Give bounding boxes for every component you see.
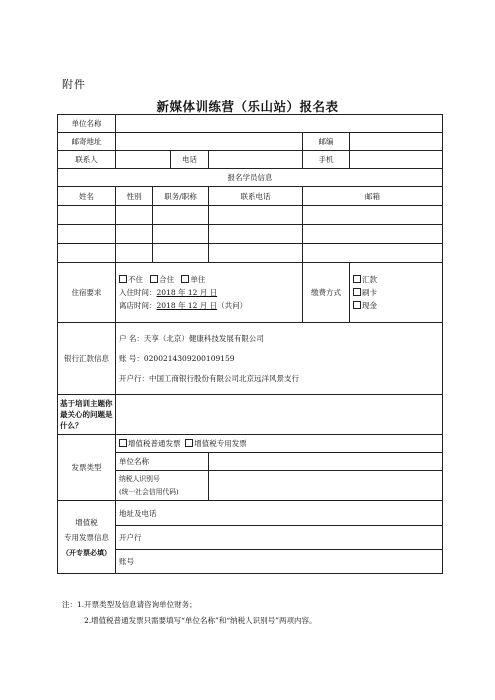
payment-option-card[interactable]: 刷卡: [353, 286, 439, 299]
payment-option-cash[interactable]: 现金: [353, 299, 439, 312]
student-position-cell[interactable]: [153, 244, 209, 263]
address-field[interactable]: [116, 133, 303, 151]
contact-label: 联系人: [58, 151, 116, 169]
checkbox-icon: [181, 275, 189, 283]
invoice-option-special[interactable]: 增值税专用发票: [185, 439, 247, 448]
vat-account[interactable]: 账号: [116, 550, 443, 574]
lodging-option-shared[interactable]: 合住: [150, 275, 174, 284]
bank-info-cell: [116, 323, 443, 395]
form-title: 新媒体训练营（乐山站）报名表: [156, 99, 339, 114]
payment-option-transfer[interactable]: 汇款: [353, 273, 439, 286]
checkbox-icon: [150, 275, 158, 283]
header-phone: 联系电话: [209, 187, 303, 206]
payment-label: 缴费方式: [303, 263, 350, 323]
postcode-label: 邮编: [303, 133, 350, 151]
mobile-field[interactable]: [350, 151, 443, 169]
student-row: [58, 206, 443, 225]
student-phone-cell[interactable]: [209, 225, 303, 244]
student-phone-cell[interactable]: [209, 244, 303, 263]
student-email-cell[interactable]: [303, 206, 443, 225]
checkout-time[interactable]: 离店时间：2018 年 12 月 日（共问）: [119, 301, 248, 310]
bank-account-number: 账 号：0200214309200109159: [119, 353, 235, 363]
taxpayer-id-label: 纳税人识别号 (统一社会信用代码): [116, 471, 209, 501]
student-name-cell[interactable]: [58, 225, 116, 244]
student-row: [58, 225, 443, 244]
student-gender-cell[interactable]: [116, 225, 153, 244]
student-gender-cell[interactable]: [116, 206, 153, 225]
student-name-cell[interactable]: [58, 244, 116, 263]
topic-question-label: 基于培训主题你最关心的问题是什么？: [58, 395, 116, 435]
student-row: [58, 244, 443, 263]
checkbox-icon: [353, 275, 361, 283]
student-name-cell[interactable]: [58, 206, 116, 225]
header-position: 职务/职称: [153, 187, 209, 206]
invoice-unit-name-field[interactable]: [209, 453, 443, 471]
header-gender: 性别: [116, 187, 153, 206]
lodging-option-single[interactable]: 单住: [181, 275, 205, 284]
bank-info-label: 银行汇款信息: [58, 323, 116, 395]
student-position-cell[interactable]: [153, 225, 209, 244]
topic-answer-field[interactable]: [116, 395, 443, 435]
lodging-options-cell: [116, 263, 303, 323]
note-line-1: 注：1.开票类型及信息请咨询单位财务；: [62, 600, 197, 609]
vat-bank[interactable]: 开户行: [116, 526, 443, 550]
checkbox-icon: [119, 275, 127, 283]
invoice-type-options: [116, 435, 443, 453]
header-name: 姓名: [58, 187, 116, 206]
registration-form: [57, 114, 443, 574]
student-gender-cell[interactable]: [116, 244, 153, 263]
phone-field[interactable]: [209, 151, 303, 169]
note-line-2: 2.增值税普通发票只需要填写“单位名称”和“纳税人识别号”两项内容。: [84, 616, 317, 625]
vat-address-phone[interactable]: 地址及电话: [116, 501, 443, 526]
students-section-title: 报名学员信息: [58, 169, 443, 187]
notes: [62, 597, 317, 629]
student-email-cell[interactable]: [303, 225, 443, 244]
payment-options-cell: [350, 263, 443, 323]
vat-info-label: 增值税 专用发票信息 （开专票必填）: [58, 501, 116, 574]
annex-label: 附件: [62, 78, 86, 91]
phone-label: 电话: [171, 151, 209, 169]
invoice-type-label: 发票类型: [58, 435, 116, 501]
invoice-option-ordinary[interactable]: 增值税普通发票: [119, 439, 181, 448]
checkbox-icon: [185, 439, 193, 447]
taxpayer-id-field[interactable]: [209, 471, 443, 501]
checkin-time[interactable]: 入住时间：2018 年 12 月 日: [119, 288, 218, 297]
checkbox-icon: [119, 439, 127, 447]
lodging-option-none[interactable]: 不住: [119, 275, 143, 284]
mobile-label: 手机: [303, 151, 350, 169]
student-email-cell[interactable]: [303, 244, 443, 263]
unit-name-label: 单位名称: [58, 115, 116, 133]
address-label: 邮寄地址: [58, 133, 116, 151]
lodging-label: 住宿要求: [58, 263, 116, 323]
invoice-unit-name-label: 单位名称: [116, 453, 209, 471]
student-phone-cell[interactable]: [209, 206, 303, 225]
bank-name: 开户行：中国工商银行股份有限公司北京远洋风景支行: [119, 373, 299, 383]
contact-field[interactable]: [116, 151, 171, 169]
checkbox-icon: [353, 288, 361, 296]
student-position-cell[interactable]: [153, 206, 209, 225]
bank-account-name: 户 名：天享（北京）健康科技发展有限公司: [119, 333, 264, 343]
postcode-field[interactable]: [350, 133, 443, 151]
header-email: 邮箱: [303, 187, 443, 206]
checkbox-icon: [353, 301, 361, 309]
unit-name-field[interactable]: [116, 115, 443, 133]
